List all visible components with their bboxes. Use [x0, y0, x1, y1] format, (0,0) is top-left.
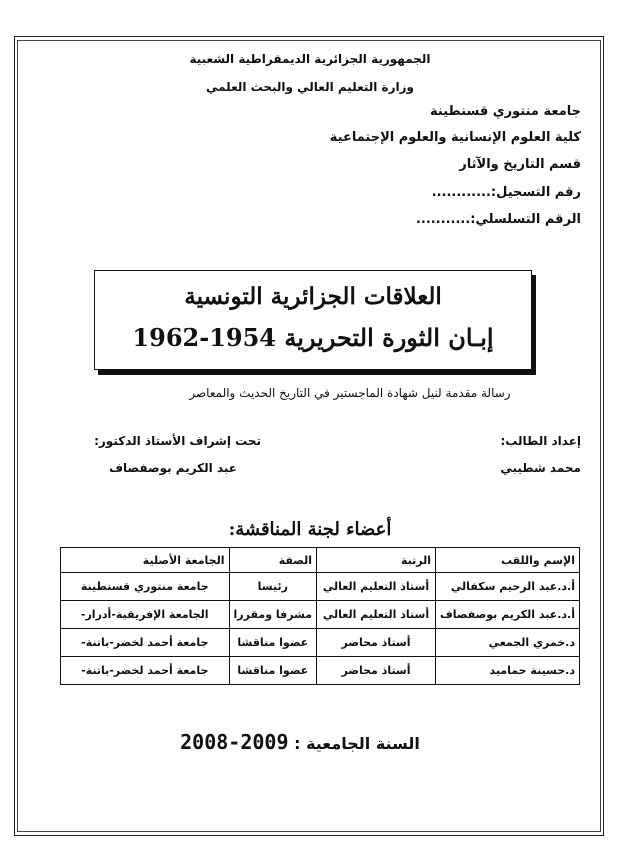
thesis-title-line2: إبـان الثورة التحريرية 1954-1962	[132, 323, 494, 352]
ministry-heading: وزارة التعليم العالي والبحث العلمي	[205, 80, 415, 94]
member-role: مشرفا ومقررا	[229, 601, 317, 629]
member-role: عضوا مناقشا	[229, 657, 317, 685]
table-row	[61, 629, 580, 657]
column-header-rank: الرتبة	[317, 548, 436, 573]
member-rank: أستاذ محاضر	[317, 657, 436, 685]
thesis-title-box	[94, 270, 532, 370]
member-name: أ.د.عبد الرحيم سكفالي	[435, 573, 579, 601]
column-header-university: الجامعة الأصلية	[61, 548, 230, 573]
member-university: جامعة أحمد لخضر-باتنة-	[61, 657, 230, 685]
table-row	[61, 657, 580, 685]
column-header-name: الإسم واللقب	[435, 548, 579, 573]
university-name: جامعة منتوري قسنطينة	[430, 104, 581, 119]
member-rank: أستاذ التعليم العالي	[317, 601, 436, 629]
table-row	[61, 573, 580, 601]
member-role: عضوا مناقشا	[229, 629, 317, 657]
academic-year	[140, 730, 460, 754]
column-header-role: الصفة	[229, 548, 317, 573]
thesis-subtitle: رسالة مقدمة لنيل شهادة الماجستير في التاريخ الحديث والمعاصر	[189, 386, 511, 400]
academic-year-value: 2008-2009	[180, 730, 289, 754]
faculty-name: كلية العلوم الإنسانية والعلوم الإجتماعية	[329, 130, 581, 145]
committee-heading: أعضاء لجنة المناقشة:	[228, 519, 392, 540]
table-row	[61, 601, 580, 629]
registration-number: رقم التسجيل:............	[431, 185, 581, 200]
member-rank: أستاذ التعليم العالي	[317, 573, 436, 601]
republic-heading: الجمهورية الجزائرية الديمقراطية الشعبية	[189, 52, 431, 66]
member-university: جامعة منتوري قسنطينة	[61, 573, 230, 601]
member-name: أ.د.عبد الكريم بوصفصاف	[435, 601, 579, 629]
member-university: الجامعة الإفريقية-أدرار-	[61, 601, 230, 629]
supervisor-label: تحت إشراف الأستاذ الدكتور:	[94, 434, 261, 448]
committee-header-row	[61, 548, 580, 573]
member-name: د.حسينة حماميد	[435, 657, 579, 685]
member-rank: أستاذ محاضر	[317, 629, 436, 657]
academic-year-label: السنة الجامعية :	[294, 734, 420, 753]
member-role: رئيسا	[229, 573, 317, 601]
member-university: جامعة أحمد لخضر-باتنة-	[61, 629, 230, 657]
prepared-by-label: إعداد الطالب:	[500, 434, 581, 448]
member-name: د.خمري الجمعي	[435, 629, 579, 657]
committee-table	[60, 547, 580, 685]
thesis-title-line1: العلاقات الجزائرية التونسية	[184, 283, 442, 310]
supervisor-name: عبد الكريم بوصفصاف	[109, 461, 237, 475]
department-name: قسم التاريخ والآثار	[459, 157, 581, 172]
serial-number: الرقم التسلسلي:...........	[415, 212, 581, 227]
student-name: محمد شطيبي	[500, 461, 581, 475]
